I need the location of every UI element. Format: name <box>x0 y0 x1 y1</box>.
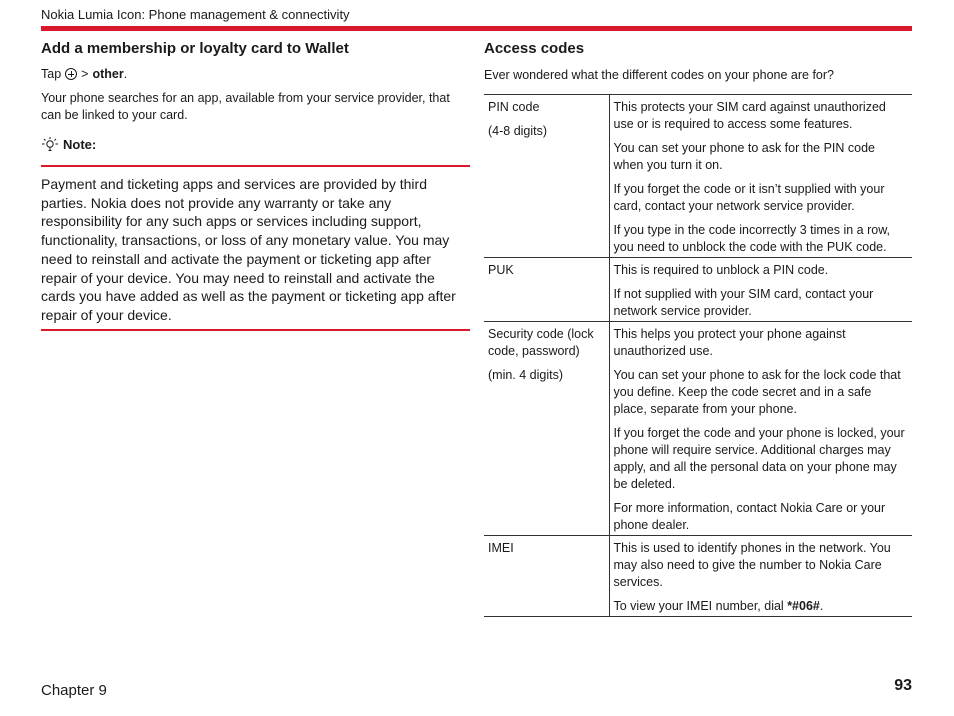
imei-dial-code: *#06# <box>787 599 820 613</box>
note-top-rule <box>41 165 470 167</box>
tap-instruction <box>41 66 471 82</box>
code-description: If not supplied with your SIM card, contact your network service provider. <box>613 287 874 318</box>
code-description: You can set your phone to ask for the PIN code when you turn it on. <box>613 141 876 172</box>
code-name: PUK <box>488 263 514 277</box>
code-description-cell <box>609 258 912 322</box>
table-row <box>484 536 912 617</box>
code-name-cell <box>484 536 609 617</box>
right-column <box>484 40 912 617</box>
tap-prefix: Tap <box>41 67 62 81</box>
access-codes-table <box>484 94 912 617</box>
imei-dial-suffix: . <box>819 599 824 613</box>
tap-target: other <box>92 67 124 81</box>
code-name-cell <box>484 258 609 322</box>
section-heading-wallet: Add a membership or loyalty card to Wallet <box>41 40 349 57</box>
code-description: This is required to unblock a PIN code. <box>613 263 829 277</box>
page-number: 93 <box>894 677 912 694</box>
code-description: If you type in the code incorrectly 3 times in a row, you need to unblock the code with the PUK code. <box>613 223 891 254</box>
header-title: Nokia Lumia Icon: Phone management & connectivity <box>41 7 350 22</box>
code-description: If you forget the code and your phone is locked, your phone will require service. Additional charges may apply, and all the personal data on your phone may be deleted. <box>613 426 905 491</box>
code-description-cell <box>609 95 912 258</box>
code-description: You can set your phone to ask for the lock code that you define. Keep the code secret and in a safe place, separate from your phone. <box>613 368 901 416</box>
code-description: This is used to identify phones in the network. You may also need to give the number to Nokia Care services. <box>613 541 891 589</box>
wallet-description: Your phone searches for an app, available from your service provider, that can be linked to your card. <box>41 91 450 122</box>
code-name-cell <box>484 322 609 536</box>
imei-dial-instruction <box>614 598 909 615</box>
imei-dial-prefix: To view your IMEI number, dial <box>613 599 788 613</box>
code-name-cell <box>484 95 609 258</box>
code-digits: (min. 4 digits) <box>488 368 564 382</box>
table-row <box>484 95 912 258</box>
table-row <box>484 258 912 322</box>
note-bottom-rule <box>41 329 470 331</box>
code-description: This protects your SIM card against unauthorized use or is required to access some features. <box>613 100 886 131</box>
lightbulb-icon <box>41 136 59 152</box>
footer-chapter: Chapter 9 <box>41 682 107 699</box>
header-rule <box>41 26 912 31</box>
note-header <box>41 136 471 152</box>
code-name: Security code (lock code, password) <box>488 327 594 358</box>
tap-suffix: . <box>123 67 128 81</box>
code-name: PIN code <box>488 100 540 114</box>
code-description: This helps you protect your phone against unauthorized use. <box>613 327 846 358</box>
plus-circle-icon <box>65 68 77 80</box>
left-column <box>41 40 471 331</box>
code-description: For more information, contact Nokia Care or your phone dealer. <box>613 501 886 532</box>
code-description: If you forget the code or it isn’t supplied with your card, contact your network service provider. <box>613 182 885 213</box>
table-row <box>484 322 912 536</box>
note-body: Payment and ticketing apps and services are provided by third parties. Nokia does not provide any warranty or take any responsibility for any such apps or services including support, functionality, transactions, or loss of any monetary value. You may need to reinstall and activate the payment or ticketing app after repair of your device. You may need to reinstall and activate the cards you have added as well as the payment or ticketing app after repair of your device. <box>41 176 456 323</box>
section-heading-access-codes: Access codes <box>484 40 585 57</box>
access-codes-intro: Ever wondered what the different codes on your phone are for? <box>484 68 834 82</box>
note-label: Note: <box>63 136 97 152</box>
code-digits: (4-8 digits) <box>488 124 548 138</box>
code-description-cell <box>609 536 912 617</box>
code-name: IMEI <box>488 541 514 555</box>
code-description-cell <box>609 322 912 536</box>
tap-separator: > <box>81 67 89 81</box>
